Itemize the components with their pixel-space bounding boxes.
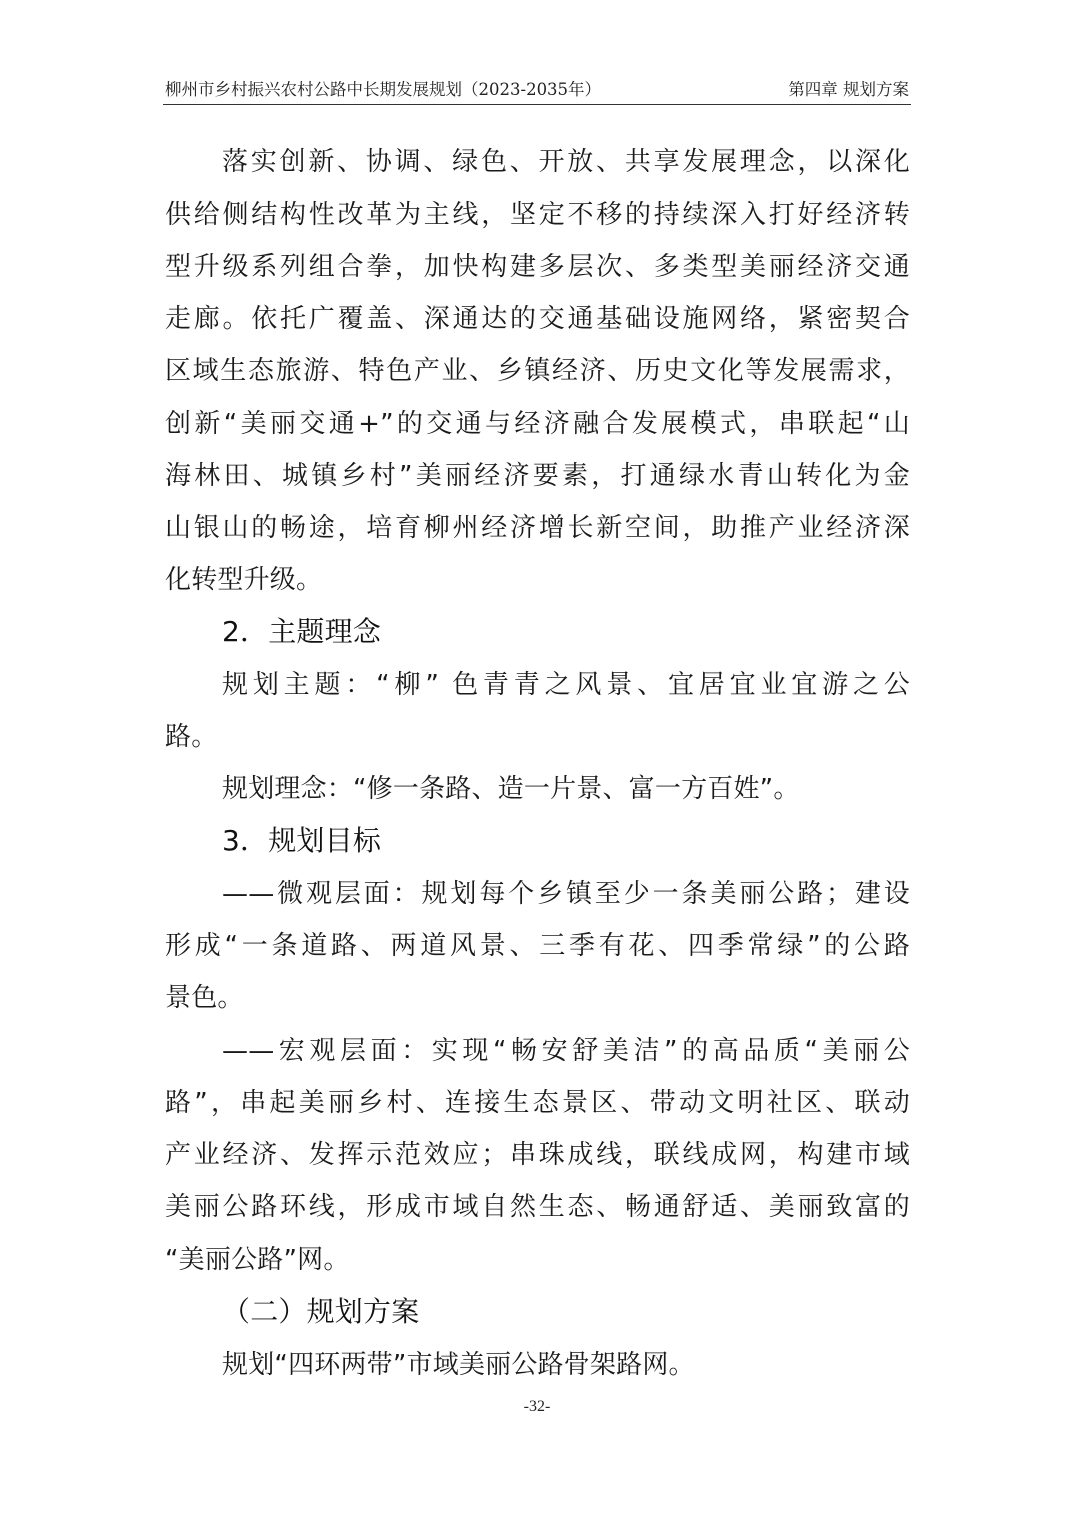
paragraph-line: 景色。: [165, 983, 244, 1013]
paragraph-line: 规划“四环两带”市域美丽公路骨架路网。: [222, 1350, 695, 1380]
header-rule: [163, 104, 911, 105]
section-heading: 3．规划目标: [222, 824, 382, 857]
page-number: -32-: [523, 1398, 551, 1415]
paragraph-line: 落实创新、协调、绿色、开放、共享发展理念，以深化: [222, 147, 910, 177]
paragraph-line: 规划理念：“修一条路、造一片景、富一方百姓”。: [222, 774, 800, 804]
paragraph-line: ——宏观层面：实现“畅安舒美洁”的高品质“美丽公: [222, 1036, 910, 1066]
paragraph-line: “美丽公路”网。: [165, 1245, 350, 1275]
paragraph-line: 路”，串起美丽乡村、连接生态景区、带动文明社区、联动: [165, 1088, 910, 1118]
paragraph-line: 走廊。依托广覆盖、深通达的交通基础设施网络，紧密契合: [165, 304, 910, 334]
paragraph-line: 路。: [165, 722, 218, 752]
section-heading: 2．主题理念: [222, 615, 382, 648]
paragraph-line: 化转型升级。: [165, 565, 323, 595]
paragraph-line: 供给侧结构性改革为主线，坚定不移的持续深入打好经济转: [165, 200, 910, 230]
section-heading: （二）规划方案: [222, 1295, 420, 1328]
paragraph-line: ——微观层面：规划每个乡镇至少一条美丽公路；建设: [222, 879, 910, 909]
header-title: 柳州市乡村振兴农村公路中长期发展规划（2023-2035年）: [165, 80, 602, 99]
paragraph-line: 规划主题：“柳” 色青青之风景、宜居宜业宜游之公: [222, 670, 910, 700]
paragraph-line: 美丽公路环线，形成市域自然生态、畅通舒适、美丽致富的: [165, 1192, 910, 1222]
paragraph-line: 形成“一条道路、两道风景、三季有花、四季常绿”的公路: [165, 931, 910, 961]
paragraph-line: 山银山的畅途，培育柳州经济增长新空间，助推产业经济深: [165, 513, 910, 543]
paragraph-line: 区域生态旅游、特色产业、乡镇经济、历史文化等发展需求，: [165, 356, 910, 386]
paragraph-line: 产业经济、发挥示范效应；串珠成线，联线成网，构建市域: [165, 1140, 910, 1170]
paragraph-line: 海林田、城镇乡村”美丽经济要素，打通绿水青山转化为金: [165, 461, 910, 491]
header-chapter: 第四章 规划方案: [788, 80, 909, 99]
paragraph-line: 创新“美丽交通+”的交通与经济融合发展模式，串联起“山: [165, 409, 910, 439]
paragraph-line: 型升级系列组合拳，加快构建多层次、多类型美丽经济交通: [165, 252, 910, 282]
